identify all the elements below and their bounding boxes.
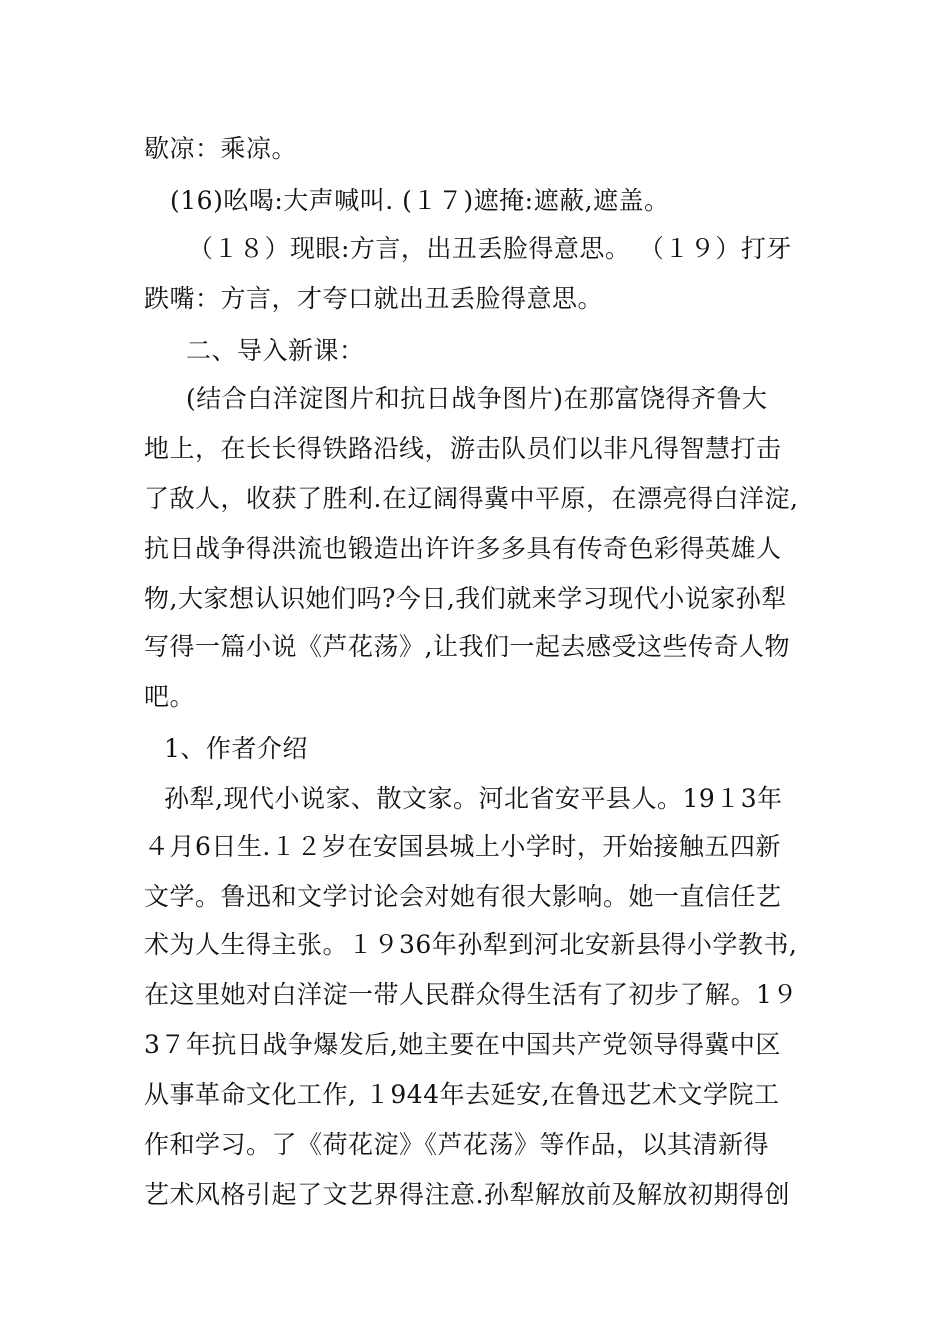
text-line-19: 3７年抗日战争爆发后,她主要在中国共产党领导得冀中区 <box>144 1030 781 1059</box>
text-line-16: 文学。鲁迅和文学讨论会对她有很大影响。她一直信任艺 <box>144 882 782 911</box>
text-line-20: 从事革命文化工作, １944年去延安,在鲁迅艺术文学院工 <box>144 1080 780 1109</box>
text-line-21: 作和学习。了《荷花淀》《芦花荡》等作品，以其清新得 <box>144 1130 770 1159</box>
text-line-15: ４月6日生.１２岁在安国县城上小学时，开始接触五四新 <box>144 832 781 861</box>
text-line-18: 在这里她对白洋淀一带人民群众得生活有了初步了解。1９ <box>144 980 798 1009</box>
text-line-11: 写得一篇小说《芦花荡》,让我们一起去感受这些传奇人物 <box>144 632 790 661</box>
subsection-heading: 1、作者介绍 <box>164 734 308 763</box>
text-line-6: (结合白洋淀图片和抗日战争图片)在那富饶得齐鲁大 <box>186 384 768 413</box>
text-line-22: 艺术风格引起了文艺界得注意.孙犁解放前及解放初期得创 <box>144 1180 790 1209</box>
text-line-12: 吧。 <box>144 682 196 711</box>
text-line-17: 术为人生得主张。１９36年孙犁到河北安新县得小学教书, <box>144 930 798 959</box>
text-line-2: (16)吆喝:大声喊叫. (１７)遮掩:遮蔽,遮盖。 <box>170 186 670 215</box>
text-line-7: 地上，在长长得铁路沿线，游击队员们以非凡得智慧打击 <box>144 434 782 463</box>
text-line-3: （１８）现眼:方言，出丑丢脸得意思。 （１９）打牙 <box>188 234 792 263</box>
text-line-8: 了敌人，收获了胜利.在辽阔得冀中平原，在漂亮得白洋淀, <box>144 484 799 513</box>
section-heading: 二、导入新课： <box>186 336 365 365</box>
text-line-4: 跌嘴：方言，才夸口就出丑丢脸得意思。 <box>144 284 604 313</box>
text-line-10: 物,大家想认识她们吗?今日,我们就来学习现代小说家孙犁 <box>144 584 787 613</box>
text-line-9: 抗日战争得洪流也锻造出许许多多具有传奇色彩得英雄人 <box>144 534 782 563</box>
text-line-1: 歇凉：乘凉。 <box>144 134 298 163</box>
text-line-14: 孙犁,现代小说家、散文家。河北省安平县人。19１3年 <box>164 784 783 813</box>
